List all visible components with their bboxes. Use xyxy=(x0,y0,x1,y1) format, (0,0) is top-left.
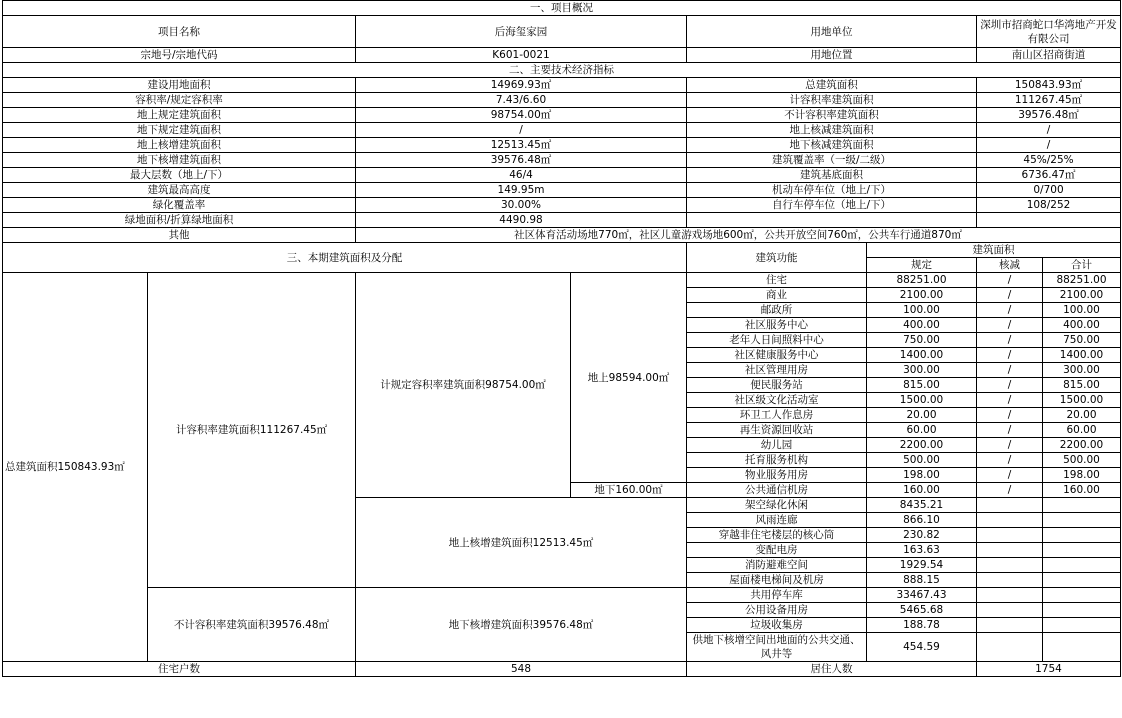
function-name: 社区管理用房 xyxy=(687,363,867,378)
area-reduce: / xyxy=(977,333,1043,348)
area-total xyxy=(1043,618,1121,633)
plan-far-label: 计规定容积率建筑面积98754.00㎡ xyxy=(356,273,571,498)
land-unit-label: 用地单位 xyxy=(687,16,977,48)
location-value: 南山区招商街道 xyxy=(977,48,1121,63)
area-plan: 400.00 xyxy=(867,318,977,333)
area-total xyxy=(1043,633,1121,662)
area-plan: 5465.68 xyxy=(867,603,977,618)
area-plan: 230.82 xyxy=(867,528,977,543)
area-total: 88251.00 xyxy=(1043,273,1121,288)
area-reduce xyxy=(977,558,1043,573)
area-total: 500.00 xyxy=(1043,453,1121,468)
indicator-label: 地上核减建筑面积 xyxy=(687,123,977,138)
area-plan: 8435.21 xyxy=(867,498,977,513)
indicator-row xyxy=(3,198,1121,213)
function-name: 托育服务机构 xyxy=(687,453,867,468)
area-total: 750.00 xyxy=(1043,333,1121,348)
area-total xyxy=(1043,603,1121,618)
function-name: 便民服务站 xyxy=(687,378,867,393)
area-plan: 160.00 xyxy=(867,483,977,498)
indicator-value: 39576.48㎡ xyxy=(356,153,687,168)
area-plan: 88251.00 xyxy=(867,273,977,288)
area-total: 400.00 xyxy=(1043,318,1121,333)
function-name: 物业服务用房 xyxy=(687,468,867,483)
area-reduce: / xyxy=(977,408,1043,423)
function-name: 住宅 xyxy=(687,273,867,288)
indicator-value: 45%/25% xyxy=(977,153,1121,168)
indicator-label: 绿化覆盖率 xyxy=(3,198,356,213)
area-plan: 33467.43 xyxy=(867,588,977,603)
households-label: 住宅户数 xyxy=(3,662,356,677)
project-summary-table-wrapper xyxy=(2,0,1120,677)
area-reduce: / xyxy=(977,348,1043,363)
indicator-label: 建筑最高高度 xyxy=(3,183,356,198)
function-name: 社区健康服务中心 xyxy=(687,348,867,363)
col-plan-header: 规定 xyxy=(867,258,977,273)
area-reduce: / xyxy=(977,393,1043,408)
indicator-value: 6736.47㎡ xyxy=(977,168,1121,183)
area-reduce: / xyxy=(977,468,1043,483)
indicator-value: 39576.48㎡ xyxy=(977,108,1121,123)
function-name: 架空绿化休闲 xyxy=(687,498,867,513)
other-value: 社区体育活动场地770㎡，社区儿童游戏场地600㎡，公共开放空间760㎡，公共车行通道870㎡ xyxy=(356,228,1121,243)
function-name: 社区服务中心 xyxy=(687,318,867,333)
area-plan: 888.15 xyxy=(867,573,977,588)
area-plan: 188.78 xyxy=(867,618,977,633)
area-total: 198.00 xyxy=(1043,468,1121,483)
indicator-value: 0/700 xyxy=(977,183,1121,198)
below-ground-label: 地下160.00㎡ xyxy=(571,483,687,498)
parcel-value: K601-0021 xyxy=(356,48,687,63)
indicator-label: 地下核减建筑面积 xyxy=(687,138,977,153)
area-plan: 20.00 xyxy=(867,408,977,423)
indicator-value: 30.00% xyxy=(356,198,687,213)
function-name: 再生资源回收站 xyxy=(687,423,867,438)
indicator-row xyxy=(3,153,1121,168)
area-total xyxy=(1043,543,1121,558)
function-name: 垃圾收集房 xyxy=(687,618,867,633)
area-plan: 454.59 xyxy=(867,633,977,662)
indicator-value: 108/252 xyxy=(977,198,1121,213)
parcel-label: 宗地号/宗地代码 xyxy=(3,48,356,63)
indicator-value: 7.43/6.60 xyxy=(356,93,687,108)
function-name: 环卫工人作息房 xyxy=(687,408,867,423)
area-reduce: / xyxy=(977,363,1043,378)
indicator-row xyxy=(3,78,1121,93)
indicator-row xyxy=(3,123,1121,138)
land-unit-value: 深圳市招商蛇口华湾地产开发有限公司 xyxy=(977,16,1121,48)
area-total xyxy=(1043,498,1121,513)
indicator-label: 建筑基底面积 xyxy=(687,168,977,183)
residents-label: 居住人数 xyxy=(687,662,977,677)
area-plan: 2100.00 xyxy=(867,288,977,303)
indicator-row xyxy=(3,108,1121,123)
function-name: 变配电房 xyxy=(687,543,867,558)
area-item-row xyxy=(3,273,1121,288)
indicator-value: / xyxy=(356,123,687,138)
area-reduce xyxy=(977,513,1043,528)
area-total xyxy=(1043,573,1121,588)
function-name: 屋面楼电梯间及机房 xyxy=(687,573,867,588)
function-name: 老年人日间照料中心 xyxy=(687,333,867,348)
indicator-value: 46/4 xyxy=(356,168,687,183)
indicator-label: 地上规定建筑面积 xyxy=(3,108,356,123)
area-reduce: / xyxy=(977,303,1043,318)
indicator-value: 14969.93㎡ xyxy=(356,78,687,93)
indicator-label: 总建筑面积 xyxy=(687,78,977,93)
area-reduce: / xyxy=(977,318,1043,333)
area-reduce xyxy=(977,498,1043,513)
area-header: 建筑面积 xyxy=(867,243,1121,258)
section3-title: 三、本期建筑面积及分配 xyxy=(3,243,687,273)
area-reduce: / xyxy=(977,438,1043,453)
area-plan: 1500.00 xyxy=(867,393,977,408)
indicator-label: 计容积率建筑面积 xyxy=(687,93,977,108)
area-total: 300.00 xyxy=(1043,363,1121,378)
households-value: 548 xyxy=(356,662,687,677)
area-reduce xyxy=(977,573,1043,588)
indicator-value: 150843.93㎡ xyxy=(977,78,1121,93)
above-increase-label: 地上核增建筑面积12513.45㎡ xyxy=(356,498,687,588)
indicator-row xyxy=(3,183,1121,198)
area-total xyxy=(1043,558,1121,573)
total-area-label: 总建筑面积150843.93㎡ xyxy=(3,273,148,662)
col-total-header: 合计 xyxy=(1043,258,1121,273)
area-reduce: / xyxy=(977,483,1043,498)
indicator-label: 不计容积率建筑面积 xyxy=(687,108,977,123)
col-reduce-header: 核减 xyxy=(977,258,1043,273)
indicator-label: 地下核增建筑面积 xyxy=(3,153,356,168)
area-plan: 1929.54 xyxy=(867,558,977,573)
area-plan: 300.00 xyxy=(867,363,977,378)
above-ground-label: 地上98594.00㎡ xyxy=(571,273,687,483)
area-total xyxy=(1043,588,1121,603)
area-plan: 163.63 xyxy=(867,543,977,558)
green-area-value: 4490.98 xyxy=(356,213,687,228)
area-total: 100.00 xyxy=(1043,303,1121,318)
indicator-value: / xyxy=(977,123,1121,138)
area-total: 1400.00 xyxy=(1043,348,1121,363)
indicator-label: 最大层数（地上/下） xyxy=(3,168,356,183)
area-total: 160.00 xyxy=(1043,483,1121,498)
empty-cell xyxy=(977,213,1121,228)
area-reduce: / xyxy=(977,273,1043,288)
project-name-value: 后海玺家园 xyxy=(356,16,687,48)
function-name: 风雨连廊 xyxy=(687,513,867,528)
indicator-label: 地下规定建筑面积 xyxy=(3,123,356,138)
indicator-label: 容积率/规定容积率 xyxy=(3,93,356,108)
residents-value: 1754 xyxy=(977,662,1121,677)
project-name-label: 项目名称 xyxy=(3,16,356,48)
area-total: 60.00 xyxy=(1043,423,1121,438)
function-name: 社区级文化活动室 xyxy=(687,393,867,408)
section2-title: 二、主要技术经济指标 xyxy=(3,63,1121,78)
function-name: 共用停车库 xyxy=(687,588,867,603)
indicator-row xyxy=(3,93,1121,108)
indicator-label: 机动车停车位（地上/下） xyxy=(687,183,977,198)
indicator-label: 建筑覆盖率（一级/二级） xyxy=(687,153,977,168)
indicator-label: 自行车停车位（地上/下） xyxy=(687,198,977,213)
area-reduce: / xyxy=(977,453,1043,468)
area-reduce xyxy=(977,588,1043,603)
area-plan: 2200.00 xyxy=(867,438,977,453)
indicator-value: 98754.00㎡ xyxy=(356,108,687,123)
indicator-value: 111267.45㎡ xyxy=(977,93,1121,108)
area-total: 20.00 xyxy=(1043,408,1121,423)
function-name: 公共通信机房 xyxy=(687,483,867,498)
far-area-label: 计容积率建筑面积111267.45㎡ xyxy=(148,273,356,588)
function-name: 幼儿园 xyxy=(687,438,867,453)
area-plan: 1400.00 xyxy=(867,348,977,363)
area-total: 2200.00 xyxy=(1043,438,1121,453)
area-reduce: / xyxy=(977,378,1043,393)
area-plan: 866.10 xyxy=(867,513,977,528)
indicator-row xyxy=(3,138,1121,153)
function-header: 建筑功能 xyxy=(687,243,867,273)
nonfar-area-label: 不计容积率建筑面积39576.48㎡ xyxy=(148,588,356,662)
area-plan: 500.00 xyxy=(867,453,977,468)
function-name: 商业 xyxy=(687,288,867,303)
area-reduce xyxy=(977,528,1043,543)
area-plan: 198.00 xyxy=(867,468,977,483)
function-name: 消防避难空间 xyxy=(687,558,867,573)
area-total xyxy=(1043,528,1121,543)
below-increase-label: 地下核增建筑面积39576.48㎡ xyxy=(356,588,687,662)
indicator-label: 地上核增建筑面积 xyxy=(3,138,356,153)
indicator-label: 建设用地面积 xyxy=(3,78,356,93)
indicator-row xyxy=(3,168,1121,183)
area-total: 815.00 xyxy=(1043,378,1121,393)
location-label: 用地位置 xyxy=(687,48,977,63)
area-reduce xyxy=(977,618,1043,633)
area-reduce xyxy=(977,633,1043,662)
area-plan: 100.00 xyxy=(867,303,977,318)
area-plan: 60.00 xyxy=(867,423,977,438)
indicator-value: / xyxy=(977,138,1121,153)
function-name: 穿越非住宅楼层的核心筒 xyxy=(687,528,867,543)
indicator-value: 12513.45㎡ xyxy=(356,138,687,153)
function-name: 邮政所 xyxy=(687,303,867,318)
area-item-row xyxy=(3,588,1121,603)
area-total: 1500.00 xyxy=(1043,393,1121,408)
indicator-value: 149.95m xyxy=(356,183,687,198)
green-area-label: 绿地面积/折算绿地面积 xyxy=(3,213,356,228)
area-reduce: / xyxy=(977,288,1043,303)
empty-cell xyxy=(687,213,977,228)
area-plan: 750.00 xyxy=(867,333,977,348)
area-plan: 815.00 xyxy=(867,378,977,393)
project-summary-table xyxy=(2,0,1121,677)
area-total xyxy=(1043,513,1121,528)
section1-title: 一、项目概况 xyxy=(3,1,1121,16)
function-name: 公用设备用房 xyxy=(687,603,867,618)
area-reduce xyxy=(977,543,1043,558)
area-reduce xyxy=(977,603,1043,618)
area-total: 2100.00 xyxy=(1043,288,1121,303)
other-label: 其他 xyxy=(3,228,356,243)
function-name: 供地下核增空间出地面的公共交通、风井等 xyxy=(687,633,867,662)
area-reduce: / xyxy=(977,423,1043,438)
